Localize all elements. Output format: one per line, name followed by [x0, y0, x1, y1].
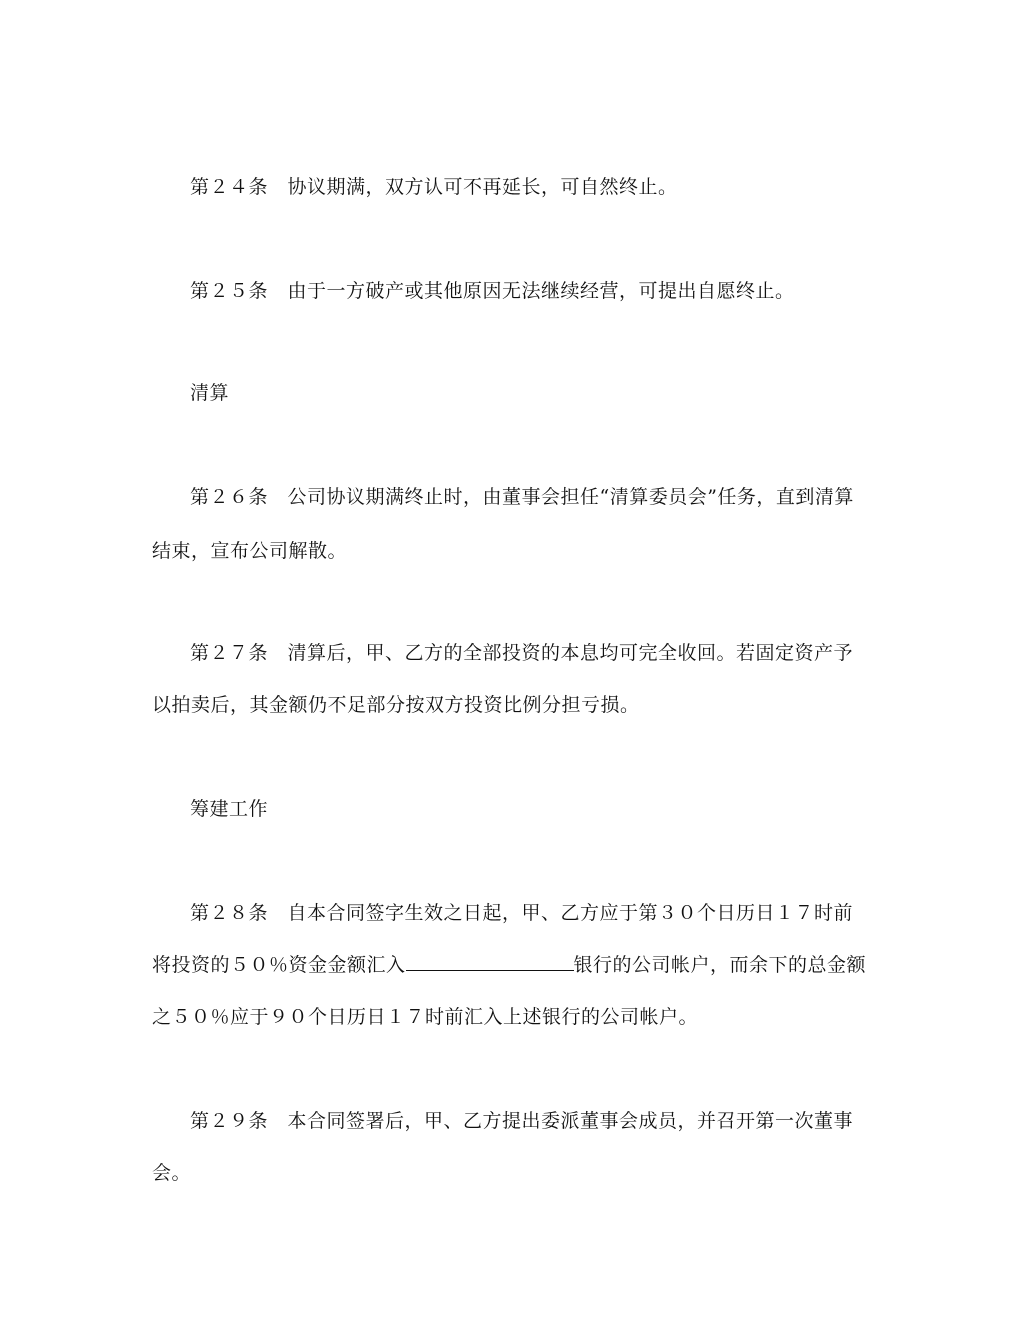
article-28-line-2-after: 银行的公司帐户，而余下的总金额 [573, 954, 867, 976]
article-28-line-2-before: 将投资的５０％资金金额汇入 [152, 954, 406, 976]
article-24: 第２４条 协议期满，双方认可不再延长，可自然终止。 [190, 176, 678, 198]
article-27-line-1: 第２７条 清算后，甲、乙方的全部投资的本息均可完全收回。若固定资产予 [190, 642, 854, 664]
article-29-line-1: 第２９条 本合同签署后，甲、乙方提出委派董事会成员，并召开第一次董事 [190, 1110, 854, 1132]
bank-name-blank [406, 952, 574, 971]
article-26-line-1: 第２６条 公司协议期满终止时，由董事会担任“清算委员会”任务，直到清算 [190, 486, 854, 508]
article-28-line-1: 第２８条 自本合同签字生效之日起，甲、乙方应于第３０个日历日１７时前 [190, 902, 854, 924]
article-28-line-3: 之５０％应于９０个日历日１７时前汇入上述银行的公司帐户。 [152, 1006, 699, 1028]
article-29-line-2: 会。 [152, 1162, 192, 1184]
article-26-line-2: 结束，宣布公司解散。 [152, 540, 348, 562]
article-27-line-2: 以拍卖后，其金额仍不足部分按双方投资比例分担亏损。 [152, 694, 640, 716]
article-28-line-2 [152, 952, 866, 978]
section-heading-liquidation: 清算 [190, 382, 230, 404]
section-heading-preparation: 筹建工作 [190, 798, 269, 820]
article-25: 第２５条 由于一方破产或其他原因无法继续经营，可提出自愿终止。 [190, 280, 795, 302]
